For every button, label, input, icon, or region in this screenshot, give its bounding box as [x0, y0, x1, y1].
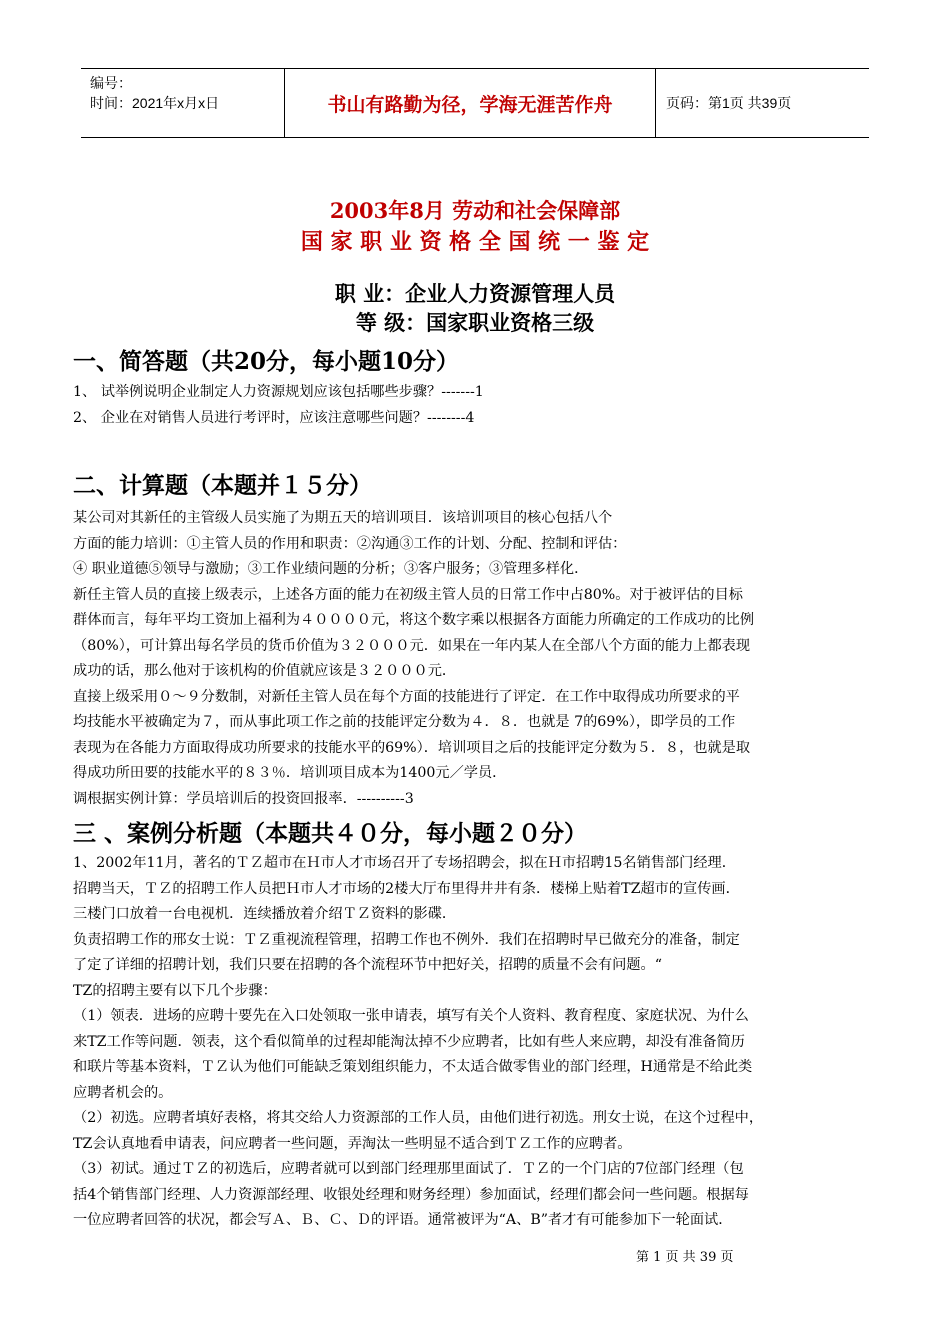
list-item: 1、 试举例说明企业制定人力资源规划应该包括哪些步骤？-------1 — [73, 384, 484, 400]
header-time-label: 时间：2021年x月x日 — [90, 95, 220, 111]
paragraph-line: 直接上级采用０～９分数制，对新任主管人员在每个方面的技能进行了评定．在工作中取得成功所要求的平 — [73, 688, 740, 705]
paragraph-line: 括4个销售部门经理、人力资源部经理、收银处经理和财务经理）参加面试，经理们都会问一些问题。根据每 — [73, 1186, 749, 1203]
section2-body — [73, 506, 881, 812]
paragraph-line: （80%），可计算出每名学员的货币价值为３２０００元．如果在一年内某人在全部八个方面的能力上都表现 — [73, 637, 751, 654]
paragraph-line: 和联片等基本资料，ＴＺ认为他们可能缺乏策划组织能力，不太适合做零售业的部门经理，H通常是不给此类 — [73, 1059, 753, 1075]
title-national-exam: 国 家 职 业 资 格 全 国 统 一 鉴 定 — [300, 229, 650, 255]
paragraph-line: 了定了详细的招聘计划，我们只要在招聘的各个流程环节中把好关，招聘的质量不会有问题。“ — [73, 957, 662, 973]
paragraph-line: 方面的能力培训：①主管人员的作用和职责：②沟通③工作的计划、分配、控制和评估： — [73, 535, 627, 552]
section3-body — [73, 851, 881, 1234]
paragraph-line: （2）初选。应聘者填好表格，将其交给人力资源部的工作人员，由他们进行初选。刑女士说，在这个过程中， — [73, 1110, 764, 1126]
paragraph-line: 得成功所田要的技能水平的８３％．培训项目成本为1400元／学员． — [73, 765, 507, 781]
paragraph-line: TZ会认真地看申请表，问应聘者一些问题，弄淘汰一些明显不适合到ＴＺ工作的应聘者。 — [73, 1135, 632, 1152]
paragraph-line: 新任主管人员的直接上级表示，上述各方面的能力在初级主管人员的日常工作中占80%。对于被评估的目标 — [73, 586, 743, 603]
title-date-ministry: 2003年8月 劳动和社会保障部 — [329, 198, 621, 223]
paragraph-line: 调根据实例计算：学员培训后的投资回报率．----------3 — [73, 790, 414, 807]
paragraph-line: 某公司对其新任的主管级人员实施了为期五天的培训项目．该培训项目的核心包括八个 — [73, 510, 613, 526]
paragraph-line: 来TZ工作等问题．领表，这个看似简单的过程却能淘汰掉不少应聘者，比如有些人来应聘，却没有准备简历 — [73, 1033, 745, 1050]
list-item: 2、 企业在对销售人员进行考评时，应该注意哪些问题？--------4 — [73, 409, 475, 426]
paragraph-line: TZ的招聘主要有以下几个步骤： — [73, 982, 277, 999]
paragraph-line: 均技能水平被确定为７，而从事此项工作之前的技能评定分数为４．８．也就是 7的69%），即学员的工作 — [73, 714, 736, 730]
paragraph-line: （1）领表．进场的应聘十要先在入口处领取一张申请表，填写有关个人资料、教育程度、家庭状况、为什么 — [73, 1008, 749, 1024]
paragraph-line: 1、2002年11月，著名的ＴＺ超市在Ｈ市人才市场召开了专场招聘会，拟在Ｈ市招聘15名销售部门经理． — [73, 855, 736, 871]
header-page-info: 页码：第1页 共39页 — [666, 95, 792, 111]
section1-list — [73, 380, 881, 431]
header-motto: 书山有路勤为径，学海无涯苦作舟 — [284, 69, 656, 137]
paragraph-line: ④ 职业道德⑤领导与激励；③工作业绩问题的分析；③客户服务；③管理多样化． — [73, 561, 589, 577]
title-occupation: 职 业：企业人力资源管理人员 — [334, 281, 616, 306]
paragraph-line: （3）初试。通过ＴＺ的初选后，应聘者就可以到部门经理那里面试了．ＴＺ的一个门店的7位部门经理（包 — [73, 1161, 744, 1177]
paragraph-line: 表现为在各能力方面取得成功所要求的技能水平的69%）．培训项目之后的技能评定分数为５．８，也就是取 — [73, 739, 751, 756]
section3-heading: 三 、案例分析题（本题共４０分，每小题２０分） — [73, 820, 588, 847]
section1-heading: 一、简答题（共20分，每小题10分） — [73, 348, 460, 375]
header-number-label: 编号： — [90, 75, 132, 91]
paragraph-line: 应聘者机会的。 — [73, 1084, 173, 1101]
paragraph-line: 招聘当天，ＴＺ的招聘工作人员把Ｈ市人才市场的2楼大厅布里得井井有条．楼梯上贴着TZ超市的宣传画． — [73, 880, 740, 897]
paragraph-line: 三楼门口放着一台电视机．连续播放着介绍ＴＺ资料的影碟． — [73, 906, 457, 922]
paragraph-line: 一位应聘者回答的状况，都会写Ａ、Ｂ、Ｃ、Ｄ的评语。通常被评为“A、B”者才有可能参加下一轮面试． — [73, 1212, 733, 1228]
paragraph-line: 负责招聘工作的邢女士说：ＴＺ重视流程管理，招聘工作也不例外．我们在招聘时早已做充分的准备，制定 — [73, 931, 740, 948]
paragraph-line: 成功的话，那么他对于该机构的价值就应该是３２０００元． — [73, 663, 457, 679]
title-level: 等 级：国家职业资格三级 — [355, 310, 595, 335]
paragraph-line: 群体而言，每年平均工资加上福利为４００００元，将这个数字乘以根据各方面能力所确定的工作成功的比例 — [73, 612, 755, 628]
section2-heading: 二、计算题（本题并１５分） — [73, 472, 372, 499]
header-meta-cell — [81, 69, 284, 137]
page-footer: 第 1 页 共 39 页 — [636, 1250, 734, 1265]
page-header — [81, 68, 869, 138]
